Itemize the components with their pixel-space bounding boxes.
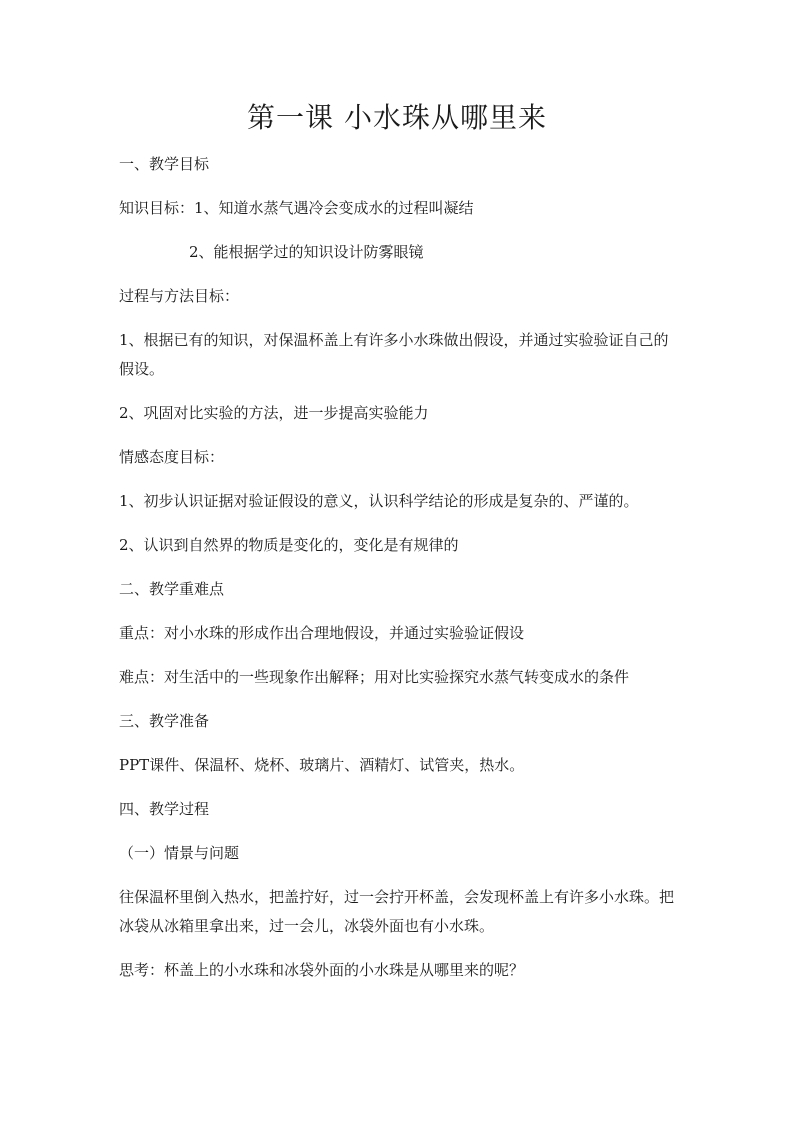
document-body [119,150,679,1000]
emotion-attitude-goals-heading: 情感态度目标： [119,448,225,466]
knowledge-goal-1: 知识目标：1、知道水蒸气遇冷会变成水的过程叫凝结 [119,199,474,217]
section-heading-teaching-goals: 一、教学目标 [119,155,210,173]
scenario-description: 往保温杯里倒入热水，把盖拧好，过一会拧开杯盖，会发现杯盖上有许多小水珠。把冰袋从冰箱里拿出来，过一会儿，冰袋外面也有小水珠。 [119,888,675,935]
page-title: 第一课 小水珠从哪里来 [247,101,547,134]
subsection-scenario-question: （一）情景与问题 [119,844,240,862]
process-method-goal-2: 2、巩固对比实验的方法，进一步提高实验能力 [119,404,429,422]
emotion-attitude-goal-2: 2、认识到自然界的物质是变化的，变化是有规律的 [119,536,459,554]
key-point: 重点：对小水珠的形成作出合理地假设，并通过实验验证假设 [119,624,525,642]
section-heading-key-points: 二、教学重难点 [119,580,225,598]
section-heading-process: 四、教学过程 [119,800,210,818]
preparation-materials: PPT课件、保温杯、烧杯、玻璃片、酒精灯、试管夹，热水。 [119,756,525,774]
thinking-question: 思考：杯盖上的小水珠和冰袋外面的小水珠是从哪里来的呢？ [119,961,525,979]
section-heading-preparation: 三、教学准备 [119,712,210,730]
difficult-point: 难点：对生活中的一些现象作出解释；用对比实验探究水蒸气转变成水的条件 [119,668,630,686]
emotion-attitude-goal-1: 1、初步认识证据对验证假设的意义，认识科学结论的形成是复杂的、严谨的。 [119,492,639,510]
process-method-goals-heading: 过程与方法目标： [119,287,240,305]
knowledge-goal-2: 2、能根据学过的知识设计防雾眼镜 [189,243,424,261]
process-method-goal-1: 1、根据已有的知识，对保温杯盖上有许多小水珠做出假设，并通过实验验证自己的假设。 [119,331,669,378]
